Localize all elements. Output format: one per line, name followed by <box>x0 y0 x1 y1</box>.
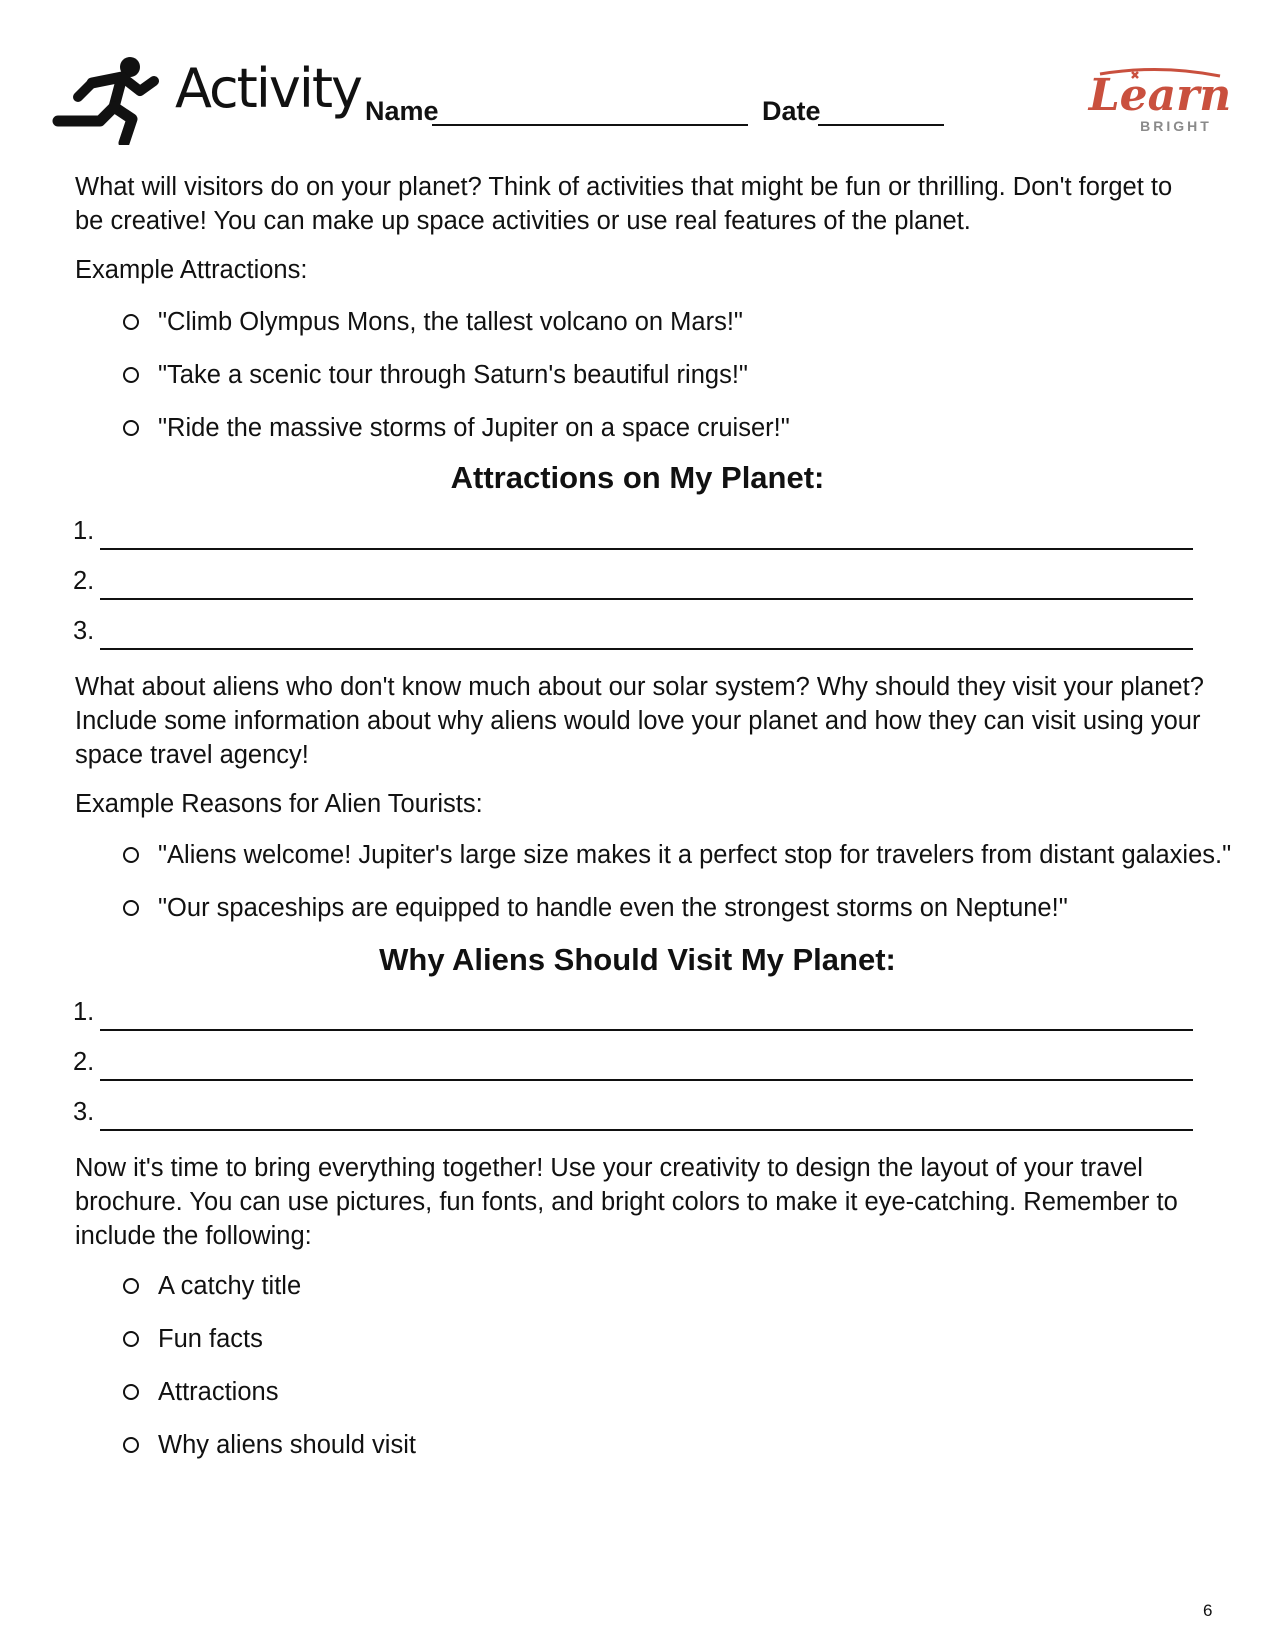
line-number: 1. <box>73 517 95 545</box>
answer-rule <box>100 1029 1193 1031</box>
line-number: 1. <box>73 998 95 1026</box>
example-reasons-list <box>123 838 1231 944</box>
brochure-instructions: Now it's time to bring everything together! Use your creativity to design the layout of your travel brochure. You can use pictures, fun fonts, and bright colors to make it eye-catching. Remember to include the following: <box>75 1154 1178 1250</box>
date-field[interactable] <box>818 124 944 126</box>
example-attractions-label: Example Attractions: <box>75 256 308 284</box>
alien-reason-answer-line[interactable] <box>73 1098 1193 1138</box>
list-item: "Climb Olympus Mons, the tallest volcano on Mars!" <box>123 305 790 358</box>
name-label: Name <box>365 96 439 126</box>
line-number: 2. <box>73 1048 95 1076</box>
list-item: "Ride the massive storms of Jupiter on a space cruiser!" <box>123 411 790 464</box>
list-item: A catchy title <box>123 1269 416 1322</box>
list-item: Fun facts <box>123 1322 416 1375</box>
list-item: "Aliens welcome! Jupiter's large size makes it a perfect stop for travelers from distant galaxies." <box>123 838 1231 891</box>
attraction-answer-line[interactable] <box>73 567 1193 607</box>
bullet-circle-icon <box>123 1278 139 1294</box>
list-item: "Our spaceships are equipped to handle even the strongest storms on Neptune!" <box>123 891 1231 944</box>
brochure-checklist <box>123 1269 416 1481</box>
line-number: 3. <box>73 617 95 645</box>
list-item: Attractions <box>123 1375 416 1428</box>
aliens-intro: What about aliens who don't know much about our solar system? Why should they visit your planet? Include some information about why aliens would love your planet and how they can visit using your space travel agency! <box>75 673 1204 769</box>
list-item: "Take a scenic tour through Saturn's beautiful rings!" <box>123 358 790 411</box>
list-item: Why aliens should visit <box>123 1428 416 1481</box>
bullet-circle-icon <box>123 900 139 916</box>
bullet-circle-icon <box>123 1384 139 1400</box>
bullet-circle-icon <box>123 847 139 863</box>
running-person-icon <box>52 55 162 145</box>
aliens-heading: Why Aliens Should Visit My Planet: <box>379 942 896 977</box>
logo-wordmark: Learn <box>1088 70 1232 121</box>
answer-rule <box>100 1129 1193 1131</box>
name-field[interactable] <box>432 124 748 126</box>
learn-bright-logo <box>1080 62 1240 142</box>
attraction-answer-line[interactable] <box>73 517 1193 557</box>
page-number: 6 <box>1203 1601 1213 1620</box>
date-label: Date <box>762 96 821 126</box>
bullet-circle-icon <box>123 420 139 436</box>
bullet-circle-icon <box>123 1331 139 1347</box>
answer-rule <box>100 648 1193 650</box>
alien-reason-answer-line[interactable] <box>73 1048 1193 1088</box>
attractions-heading: Attractions on My Planet: <box>450 460 825 495</box>
line-number: 3. <box>73 1098 95 1126</box>
bullet-circle-icon <box>123 314 139 330</box>
answer-rule <box>100 598 1193 600</box>
example-reasons-label: Example Reasons for Alien Tourists: <box>75 790 483 818</box>
alien-reason-answer-line[interactable] <box>73 998 1193 1038</box>
bullet-circle-icon <box>123 1437 139 1453</box>
activity-title: Activity <box>175 57 361 120</box>
line-number: 2. <box>73 567 95 595</box>
logo-subtext: BRIGHT <box>1140 118 1212 134</box>
answer-rule <box>100 548 1193 550</box>
answer-rule <box>100 1079 1193 1081</box>
bullet-circle-icon <box>123 367 139 383</box>
worksheet-header <box>0 0 1275 160</box>
example-attractions-list <box>123 305 790 464</box>
attractions-intro: What will visitors do on your planet? Think of activities that might be fun or thrilling. Don't forget to be creative! You can make up space activities or use real features of the planet. <box>75 173 1173 235</box>
attraction-answer-line[interactable] <box>73 617 1193 657</box>
